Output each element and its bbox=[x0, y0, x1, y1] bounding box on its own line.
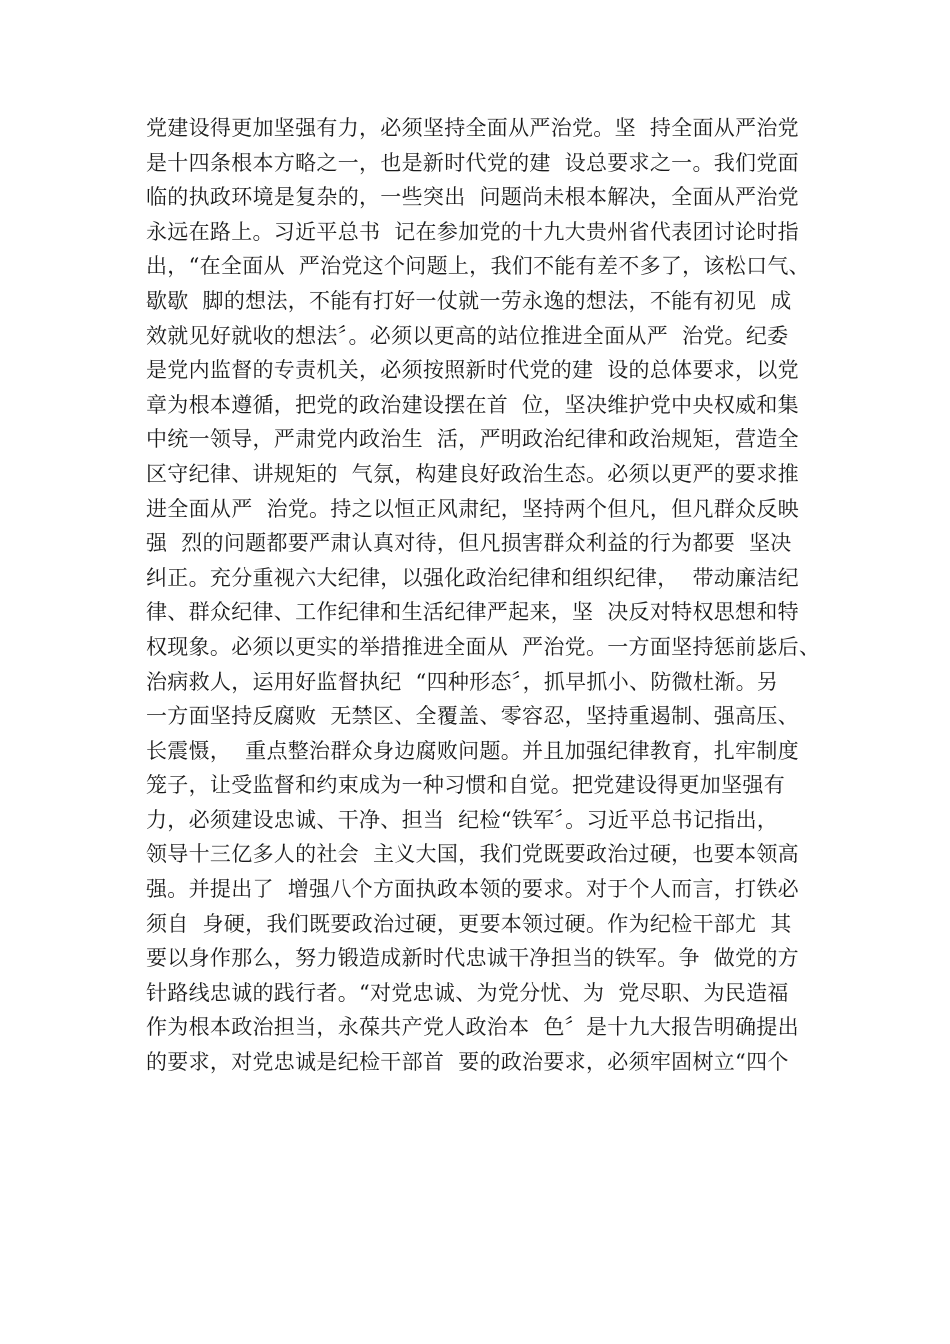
text-line: 律、群众纪律、工作纪律和生活纪律严起来，坚 决反对特权思想和特 bbox=[146, 600, 799, 625]
text-line: 针路线忠诚的践行者。“对党忠诚、为党分忧、为 党尽职、为民造福 bbox=[146, 980, 789, 1005]
text-line: 章为根本遵循，把党的政治建设摆在首 位，坚决维护党中央权威和集 bbox=[146, 392, 799, 417]
text-line: 进全面从严 治党。持之以恒正风肃纪，坚持两个但凡，但凡群众反映 bbox=[146, 496, 799, 521]
text-line: 强 烈的问题都要严肃认真对待，但凡损害群众利益的行为都要 坚决 bbox=[146, 531, 792, 556]
text-line: 作为根本政治担当，永葆共产党人政治本 色〞是十九大报告明确提出 bbox=[146, 1015, 799, 1040]
text-line: 效就见好就收的想法〞。必须以更高的站位推进全面从严 治党。纪委 bbox=[146, 323, 789, 348]
text-line: 力，必须建设忠诚、干净、担当 纪检“铁军〞。习近平总书记指出， bbox=[146, 807, 779, 832]
text-line: 歇歇 脚的想法，不能有打好一仗就一劳永逸的想法，不能有初见 成 bbox=[146, 288, 792, 313]
text-line: 是十四条根本方略之一，也是新时代党的建 设总要求之一。我们党面 bbox=[146, 150, 799, 175]
text-line: 须自 身硬，我们既要政治过硬，更要本领过硬。作为纪检干部尤 其 bbox=[146, 911, 792, 936]
text-line: 治病救人，运用好监督执纪 “四种形态〞，抓早抓小、防微杜渐。另 bbox=[146, 669, 779, 694]
text-line: 永远在路上。习近平总书 记在参加党的十九大贵州省代表团讨论时指 bbox=[146, 219, 799, 244]
text-line: 出，“在全面从 严治党这个问题上，我们不能有差不多了，该松口气、 bbox=[146, 254, 810, 279]
text-line: 长震慑， 重点整治群众身边腐败问题。并且加强纪律教育，扎牢制度 bbox=[146, 738, 799, 763]
text-line: 权现象。必须以更实的举措推进全面从 严治党。一方面坚持惩前毖后、 bbox=[146, 634, 821, 659]
text-line: 临的执政环境是复杂的，一些突出 问题尚未根本解决，全面从严治党 bbox=[146, 185, 799, 210]
text-line: 党建设得更加坚强有力，必须坚持全面从严治党。坚 持全面从严治党 bbox=[146, 116, 799, 140]
text-line: 领导十三亿多人的社会 主义大国，我们党既要政治过硬，也要本领高 bbox=[146, 842, 799, 867]
document-body bbox=[146, 111, 826, 1080]
text-line: 的要求，对党忠诚是纪检干部首 要的政治要求，必须牢固树立“四个 bbox=[146, 1050, 789, 1075]
text-line: 要以身作那么，努力锻造成新时代忠诚干净担当的铁军。争 做党的方 bbox=[146, 946, 799, 971]
text-line: 区守纪律、讲规矩的 气氛，构建良好政治生态。必须以更严的要求推 bbox=[146, 461, 799, 486]
text-line: 纠正。充分重视六大纪律，以强化政治纪律和组织纪律， 带动廉洁纪 bbox=[146, 565, 799, 590]
text-line: 笼子，让受监督和约束成为一种习惯和自觉。把党建设得更加坚强有 bbox=[146, 773, 785, 798]
text-line: 强。并提出了 增强八个方面执政本领的要求。对于个人而言，打铁必 bbox=[146, 877, 799, 902]
text-line: 是党内监督的专责机关，必须按照新时代党的建 设的总体要求，以党 bbox=[146, 358, 799, 383]
text-line: 中统一领导，严肃党内政治生 活，严明政治纪律和政治规矩，营造全 bbox=[146, 427, 799, 452]
text-line: 一方面坚持反腐败 无禁区、全覆盖、零容忍，坚持重遏制、强高压、 bbox=[146, 704, 799, 729]
